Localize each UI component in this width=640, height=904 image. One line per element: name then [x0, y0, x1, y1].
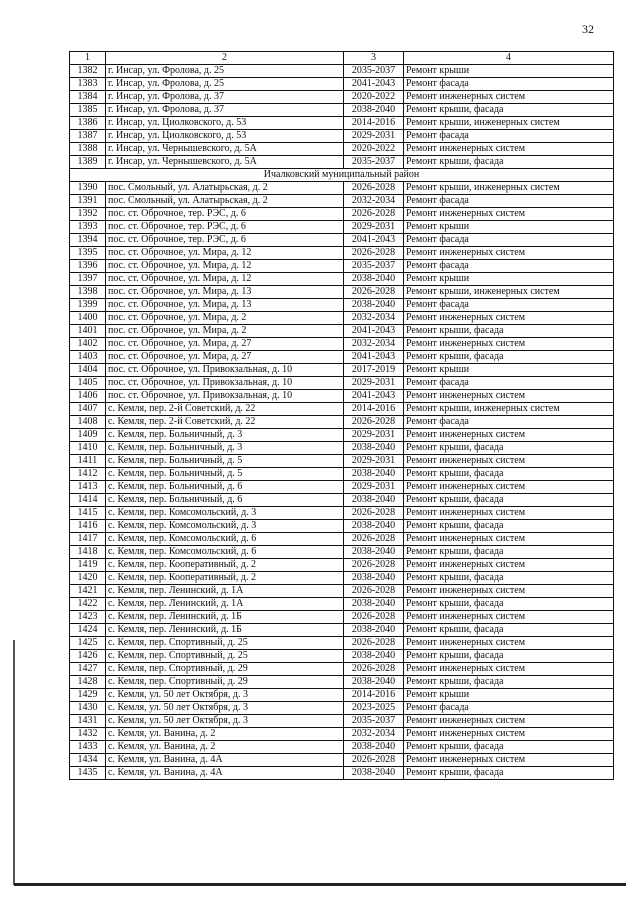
period-cell: 2035-2037: [344, 260, 404, 273]
table-row: [70, 507, 614, 520]
work-type-cell: Ремонт инженерных систем: [404, 663, 614, 676]
row-number: 1395: [70, 247, 106, 260]
table-row: [70, 78, 614, 91]
row-number: 1398: [70, 286, 106, 299]
period-cell: 2026-2028: [344, 286, 404, 299]
row-number: 1403: [70, 351, 106, 364]
work-type-cell: Ремонт инженерных систем: [404, 481, 614, 494]
work-type-cell: Ремонт крыши, фасада: [404, 442, 614, 455]
address-cell: с. Кемля, пер. Ленинский, д. 1Б: [106, 624, 344, 637]
table-row: [70, 299, 614, 312]
work-type-cell: Ремонт инженерных систем: [404, 455, 614, 468]
row-number: 1420: [70, 572, 106, 585]
table-row: [70, 533, 614, 546]
scan-edge-bottom: [14, 883, 626, 886]
table-row: [70, 312, 614, 325]
row-number: 1434: [70, 754, 106, 767]
row-number: 1421: [70, 585, 106, 598]
address-cell: с. Кемля, пер. Спортивный, д. 29: [106, 676, 344, 689]
period-cell: 2029-2031: [344, 221, 404, 234]
table-row: [70, 390, 614, 403]
period-cell: 2041-2043: [344, 234, 404, 247]
work-type-cell: Ремонт крыши, фасада: [404, 156, 614, 169]
table-row: [70, 637, 614, 650]
header-col-1: 1: [70, 52, 106, 65]
row-number: 1385: [70, 104, 106, 117]
address-cell: с. Кемля, пер. Больничный, д. 5: [106, 468, 344, 481]
table-row: [70, 143, 614, 156]
address-cell: с. Кемля, пер. Комсомольский, д. 6: [106, 546, 344, 559]
work-type-cell: Ремонт крыши, инженерных систем: [404, 403, 614, 416]
table-row: [70, 364, 614, 377]
table-row: [70, 286, 614, 299]
address-cell: пос. ст. Оброчное, ул. Мира, д. 12: [106, 273, 344, 286]
address-cell: с. Кемля, пер. Комсомольский, д. 3: [106, 520, 344, 533]
row-number: 1415: [70, 507, 106, 520]
work-type-cell: Ремонт инженерных систем: [404, 91, 614, 104]
table-header-row: [70, 52, 614, 65]
period-cell: 2041-2043: [344, 390, 404, 403]
work-type-cell: Ремонт фасада: [404, 234, 614, 247]
period-cell: 2032-2034: [344, 195, 404, 208]
address-cell: пос. Смольный, ул. Алатырьская, д. 2: [106, 195, 344, 208]
period-cell: 2014-2016: [344, 689, 404, 702]
table-row: [70, 767, 614, 780]
period-cell: 2029-2031: [344, 429, 404, 442]
address-cell: г. Инсар, ул. Циолковского, д. 53: [106, 117, 344, 130]
address-cell: пос. ст. Оброчное, ул. Мира, д. 2: [106, 325, 344, 338]
address-cell: с. Кемля, пер. Больничный, д. 3: [106, 429, 344, 442]
row-number: 1412: [70, 468, 106, 481]
table-row: [70, 442, 614, 455]
table-row: [70, 468, 614, 481]
table-row: [70, 624, 614, 637]
period-cell: 2038-2040: [344, 676, 404, 689]
table-row: [70, 104, 614, 117]
table-row: [70, 650, 614, 663]
row-number: 1430: [70, 702, 106, 715]
address-cell: с. Кемля, пер. Больничный, д. 5: [106, 455, 344, 468]
work-type-cell: Ремонт крыши, фасада: [404, 572, 614, 585]
address-cell: с. Кемля, пер. Спортивный, д. 25: [106, 637, 344, 650]
address-cell: пос. ст. Оброчное, ул. Мира, д. 13: [106, 286, 344, 299]
table-row: [70, 598, 614, 611]
address-cell: пос. ст. Оброчное, тер. РЭС, д. 6: [106, 234, 344, 247]
period-cell: 2038-2040: [344, 572, 404, 585]
row-number: 1431: [70, 715, 106, 728]
address-cell: с. Кемля, пер. Ленинский, д. 1А: [106, 598, 344, 611]
address-cell: с. Кемля, пер. Спортивный, д. 29: [106, 663, 344, 676]
table-row: [70, 455, 614, 468]
table-row: [70, 559, 614, 572]
table-row: [70, 429, 614, 442]
address-cell: г. Инсар, ул. Фролова, д. 37: [106, 104, 344, 117]
repair-schedule-table: [69, 51, 614, 780]
row-number: 1399: [70, 299, 106, 312]
address-cell: пос. ст. Оброчное, ул. Привокзальная, д. 10: [106, 390, 344, 403]
period-cell: 2029-2031: [344, 130, 404, 143]
row-number: 1383: [70, 78, 106, 91]
address-cell: с. Кемля, пер. Спортивный, д. 25: [106, 650, 344, 663]
row-number: 1382: [70, 65, 106, 78]
work-type-cell: Ремонт крыши, фасада: [404, 468, 614, 481]
row-number: 1429: [70, 689, 106, 702]
table-row: [70, 702, 614, 715]
row-number: 1394: [70, 234, 106, 247]
table-row: [70, 338, 614, 351]
period-cell: 2038-2040: [344, 520, 404, 533]
period-cell: 2035-2037: [344, 156, 404, 169]
work-type-cell: Ремонт фасада: [404, 416, 614, 429]
row-number: 1423: [70, 611, 106, 624]
row-number: 1392: [70, 208, 106, 221]
address-cell: пос. ст. Оброчное, тер. РЭС, д. 6: [106, 208, 344, 221]
row-number: 1416: [70, 520, 106, 533]
period-cell: 2026-2028: [344, 754, 404, 767]
period-cell: 2032-2034: [344, 312, 404, 325]
address-cell: с. Кемля, ул. 50 лет Октября, д. 3: [106, 702, 344, 715]
table-row: [70, 234, 614, 247]
row-number: 1432: [70, 728, 106, 741]
period-cell: 2026-2028: [344, 533, 404, 546]
work-type-cell: Ремонт фасада: [404, 195, 614, 208]
table-row: [70, 481, 614, 494]
period-cell: 2038-2040: [344, 546, 404, 559]
work-type-cell: Ремонт фасада: [404, 299, 614, 312]
work-type-cell: Ремонт инженерных систем: [404, 715, 614, 728]
address-cell: с. Кемля, пер. Комсомольский, д. 3: [106, 507, 344, 520]
row-number: 1413: [70, 481, 106, 494]
period-cell: 2029-2031: [344, 455, 404, 468]
table-row: [70, 416, 614, 429]
section-title: Ичалковский муниципальный район: [70, 169, 614, 182]
address-cell: пос. ст. Оброчное, ул. Мира, д. 27: [106, 351, 344, 364]
work-type-cell: Ремонт инженерных систем: [404, 728, 614, 741]
row-number: 1396: [70, 260, 106, 273]
work-type-cell: Ремонт инженерных систем: [404, 559, 614, 572]
work-type-cell: Ремонт крыши, фасада: [404, 767, 614, 780]
address-cell: с. Кемля, пер. Кооперативный, д. 2: [106, 572, 344, 585]
row-number: 1386: [70, 117, 106, 130]
table-row: [70, 325, 614, 338]
period-cell: 2035-2037: [344, 65, 404, 78]
work-type-cell: Ремонт крыши, фасада: [404, 546, 614, 559]
row-number: 1391: [70, 195, 106, 208]
row-number: 1419: [70, 559, 106, 572]
address-cell: г. Инсар, ул. Чернышевского, д. 5А: [106, 156, 344, 169]
work-type-cell: Ремонт крыши, фасада: [404, 325, 614, 338]
table-row: [70, 156, 614, 169]
work-type-cell: Ремонт инженерных систем: [404, 247, 614, 260]
period-cell: 2038-2040: [344, 598, 404, 611]
work-type-cell: Ремонт крыши: [404, 221, 614, 234]
row-number: 1418: [70, 546, 106, 559]
table-row: [70, 403, 614, 416]
table-row: [70, 741, 614, 754]
work-type-cell: Ремонт крыши, инженерных систем: [404, 117, 614, 130]
address-cell: пос. ст. Оброчное, ул. Мира, д. 12: [106, 260, 344, 273]
scan-edge-left: [13, 640, 15, 885]
period-cell: 2020-2022: [344, 143, 404, 156]
address-cell: с. Кемля, ул. Ванина, д. 4А: [106, 767, 344, 780]
row-number: 1401: [70, 325, 106, 338]
period-cell: 2038-2040: [344, 494, 404, 507]
address-cell: г. Инсар, ул. Фролова, д. 37: [106, 91, 344, 104]
table-row: [70, 689, 614, 702]
row-number: 1424: [70, 624, 106, 637]
table-row: [70, 715, 614, 728]
work-type-cell: Ремонт крыши, фасада: [404, 650, 614, 663]
period-cell: 2023-2025: [344, 702, 404, 715]
work-type-cell: Ремонт инженерных систем: [404, 507, 614, 520]
table-row: [70, 195, 614, 208]
address-cell: пос. ст. Оброчное, тер. РЭС, д. 6: [106, 221, 344, 234]
table-row: [70, 221, 614, 234]
period-cell: 2029-2031: [344, 481, 404, 494]
work-type-cell: Ремонт фасада: [404, 78, 614, 91]
period-cell: 2026-2028: [344, 507, 404, 520]
period-cell: 2026-2028: [344, 637, 404, 650]
table-row: [70, 65, 614, 78]
address-cell: с. Кемля, пер. Комсомольский, д. 6: [106, 533, 344, 546]
row-number: 1428: [70, 676, 106, 689]
address-cell: с. Кемля, пер. Больничный, д. 3: [106, 442, 344, 455]
work-type-cell: Ремонт инженерных систем: [404, 533, 614, 546]
header-col-2: 2: [106, 52, 344, 65]
row-number: 1408: [70, 416, 106, 429]
work-type-cell: Ремонт инженерных систем: [404, 754, 614, 767]
work-type-cell: Ремонт крыши, инженерных систем: [404, 286, 614, 299]
row-number: 1422: [70, 598, 106, 611]
address-cell: с. Кемля, ул. 50 лет Октября, д. 3: [106, 689, 344, 702]
row-number: 1384: [70, 91, 106, 104]
period-cell: 2032-2034: [344, 728, 404, 741]
work-type-cell: Ремонт фасада: [404, 377, 614, 390]
work-type-cell: Ремонт инженерных систем: [404, 312, 614, 325]
address-cell: с. Кемля, пер. Больничный, д. 6: [106, 494, 344, 507]
period-cell: 2020-2022: [344, 91, 404, 104]
period-cell: 2041-2043: [344, 351, 404, 364]
table-row: [70, 130, 614, 143]
work-type-cell: Ремонт крыши, фасада: [404, 351, 614, 364]
period-cell: 2014-2016: [344, 403, 404, 416]
table-row: [70, 494, 614, 507]
work-type-cell: Ремонт инженерных систем: [404, 585, 614, 598]
table-row: [70, 572, 614, 585]
row-number: 1402: [70, 338, 106, 351]
period-cell: 2041-2043: [344, 325, 404, 338]
period-cell: 2026-2028: [344, 559, 404, 572]
address-cell: с. Кемля, пер. 2-й Советский, д. 22: [106, 403, 344, 416]
header-col-4: 4: [404, 52, 614, 65]
work-type-cell: Ремонт крыши: [404, 364, 614, 377]
work-type-cell: Ремонт инженерных систем: [404, 390, 614, 403]
address-cell: г. Инсар, ул. Фролова, д. 25: [106, 78, 344, 91]
address-cell: г. Инсар, ул. Чернышевского, д. 5А: [106, 143, 344, 156]
period-cell: 2026-2028: [344, 247, 404, 260]
work-type-cell: Ремонт крыши, фасада: [404, 741, 614, 754]
work-type-cell: Ремонт крыши: [404, 273, 614, 286]
work-type-cell: Ремонт фасада: [404, 702, 614, 715]
table-row: [70, 208, 614, 221]
address-cell: с. Кемля, пер. Ленинский, д. 1Б: [106, 611, 344, 624]
work-type-cell: Ремонт инженерных систем: [404, 429, 614, 442]
table-row: [70, 273, 614, 286]
address-cell: с. Кемля, пер. Больничный, д. 6: [106, 481, 344, 494]
period-cell: 2026-2028: [344, 663, 404, 676]
table-row: [70, 585, 614, 598]
work-type-cell: Ремонт крыши, фасада: [404, 494, 614, 507]
period-cell: 2029-2031: [344, 377, 404, 390]
table-row: [70, 260, 614, 273]
period-cell: 2038-2040: [344, 624, 404, 637]
work-type-cell: Ремонт фасада: [404, 130, 614, 143]
period-cell: 2032-2034: [344, 338, 404, 351]
address-cell: пос. ст. Оброчное, ул. Привокзальная, д. 10: [106, 364, 344, 377]
work-type-cell: Ремонт инженерных систем: [404, 143, 614, 156]
table-row: [70, 117, 614, 130]
period-cell: 2035-2037: [344, 715, 404, 728]
address-cell: пос. ст. Оброчное, ул. Привокзальная, д. 10: [106, 377, 344, 390]
period-cell: 2041-2043: [344, 78, 404, 91]
address-cell: пос. ст. Оброчное, ул. Мира, д. 12: [106, 247, 344, 260]
address-cell: пос. ст. Оброчное, ул. Мира, д. 13: [106, 299, 344, 312]
table-row: [70, 247, 614, 260]
table-row: [70, 91, 614, 104]
address-cell: с. Кемля, ул. Ванина, д. 2: [106, 741, 344, 754]
work-type-cell: Ремонт крыши: [404, 689, 614, 702]
address-cell: г. Инсар, ул. Циолковского, д. 53: [106, 130, 344, 143]
period-cell: 2026-2028: [344, 208, 404, 221]
table-row: [70, 754, 614, 767]
table-body-ichalki: [70, 182, 614, 780]
section-header: [70, 169, 614, 182]
table-row: [70, 663, 614, 676]
row-number: 1433: [70, 741, 106, 754]
row-number: 1387: [70, 130, 106, 143]
period-cell: 2038-2040: [344, 104, 404, 117]
address-cell: с. Кемля, ул. 50 лет Октября, д. 3: [106, 715, 344, 728]
row-number: 1426: [70, 650, 106, 663]
work-type-cell: Ремонт инженерных систем: [404, 637, 614, 650]
period-cell: 2038-2040: [344, 468, 404, 481]
period-cell: 2026-2028: [344, 182, 404, 195]
row-number: 1404: [70, 364, 106, 377]
work-type-cell: Ремонт крыши, фасада: [404, 598, 614, 611]
table-row: [70, 520, 614, 533]
row-number: 1406: [70, 390, 106, 403]
row-number: 1400: [70, 312, 106, 325]
table-body-insar: [70, 65, 614, 169]
work-type-cell: Ремонт инженерных систем: [404, 338, 614, 351]
period-cell: 2038-2040: [344, 650, 404, 663]
row-number: 1417: [70, 533, 106, 546]
period-cell: 2038-2040: [344, 442, 404, 455]
work-type-cell: Ремонт крыши, фасада: [404, 104, 614, 117]
work-type-cell: Ремонт фасада: [404, 260, 614, 273]
work-type-cell: Ремонт крыши, фасада: [404, 520, 614, 533]
page-number: 32: [582, 22, 594, 36]
row-number: 1405: [70, 377, 106, 390]
row-number: 1435: [70, 767, 106, 780]
table-row: [70, 351, 614, 364]
address-cell: с. Кемля, пер. 2-й Советский, д. 22: [106, 416, 344, 429]
period-cell: 2026-2028: [344, 416, 404, 429]
address-cell: с. Кемля, пер. Ленинский, д. 1А: [106, 585, 344, 598]
header-col-3: 3: [344, 52, 404, 65]
section-row: [70, 169, 614, 182]
row-number: 1409: [70, 429, 106, 442]
period-cell: 2014-2016: [344, 117, 404, 130]
row-number: 1427: [70, 663, 106, 676]
work-type-cell: Ремонт крыши, инженерных систем: [404, 182, 614, 195]
period-cell: 2017-2019: [344, 364, 404, 377]
address-cell: пос. ст. Оброчное, ул. Мира, д. 2: [106, 312, 344, 325]
period-cell: 2038-2040: [344, 273, 404, 286]
row-number: 1407: [70, 403, 106, 416]
table-row: [70, 611, 614, 624]
period-cell: 2038-2040: [344, 299, 404, 312]
row-number: 1389: [70, 156, 106, 169]
address-cell: пос. Смольный, ул. Алатырьская, д. 2: [106, 182, 344, 195]
table-row: [70, 182, 614, 195]
row-number: 1393: [70, 221, 106, 234]
period-cell: 2026-2028: [344, 611, 404, 624]
period-cell: 2038-2040: [344, 767, 404, 780]
address-cell: г. Инсар, ул. Фролова, д. 25: [106, 65, 344, 78]
period-cell: 2038-2040: [344, 741, 404, 754]
row-number: 1411: [70, 455, 106, 468]
table-row: [70, 377, 614, 390]
table-row: [70, 546, 614, 559]
row-number: 1388: [70, 143, 106, 156]
row-number: 1410: [70, 442, 106, 455]
address-cell: с. Кемля, пер. Кооперативный, д. 2: [106, 559, 344, 572]
work-type-cell: Ремонт крыши: [404, 65, 614, 78]
work-type-cell: Ремонт инженерных систем: [404, 611, 614, 624]
work-type-cell: Ремонт инженерных систем: [404, 208, 614, 221]
table-row: [70, 728, 614, 741]
work-type-cell: Ремонт крыши, фасада: [404, 676, 614, 689]
row-number: 1425: [70, 637, 106, 650]
row-number: 1397: [70, 273, 106, 286]
period-cell: 2026-2028: [344, 585, 404, 598]
table-row: [70, 676, 614, 689]
address-cell: пос. ст. Оброчное, ул. Мира, д. 27: [106, 338, 344, 351]
work-type-cell: Ремонт крыши, фасада: [404, 624, 614, 637]
row-number: 1390: [70, 182, 106, 195]
row-number: 1414: [70, 494, 106, 507]
address-cell: с. Кемля, ул. Ванина, д. 4А: [106, 754, 344, 767]
address-cell: с. Кемля, ул. Ванина, д. 2: [106, 728, 344, 741]
